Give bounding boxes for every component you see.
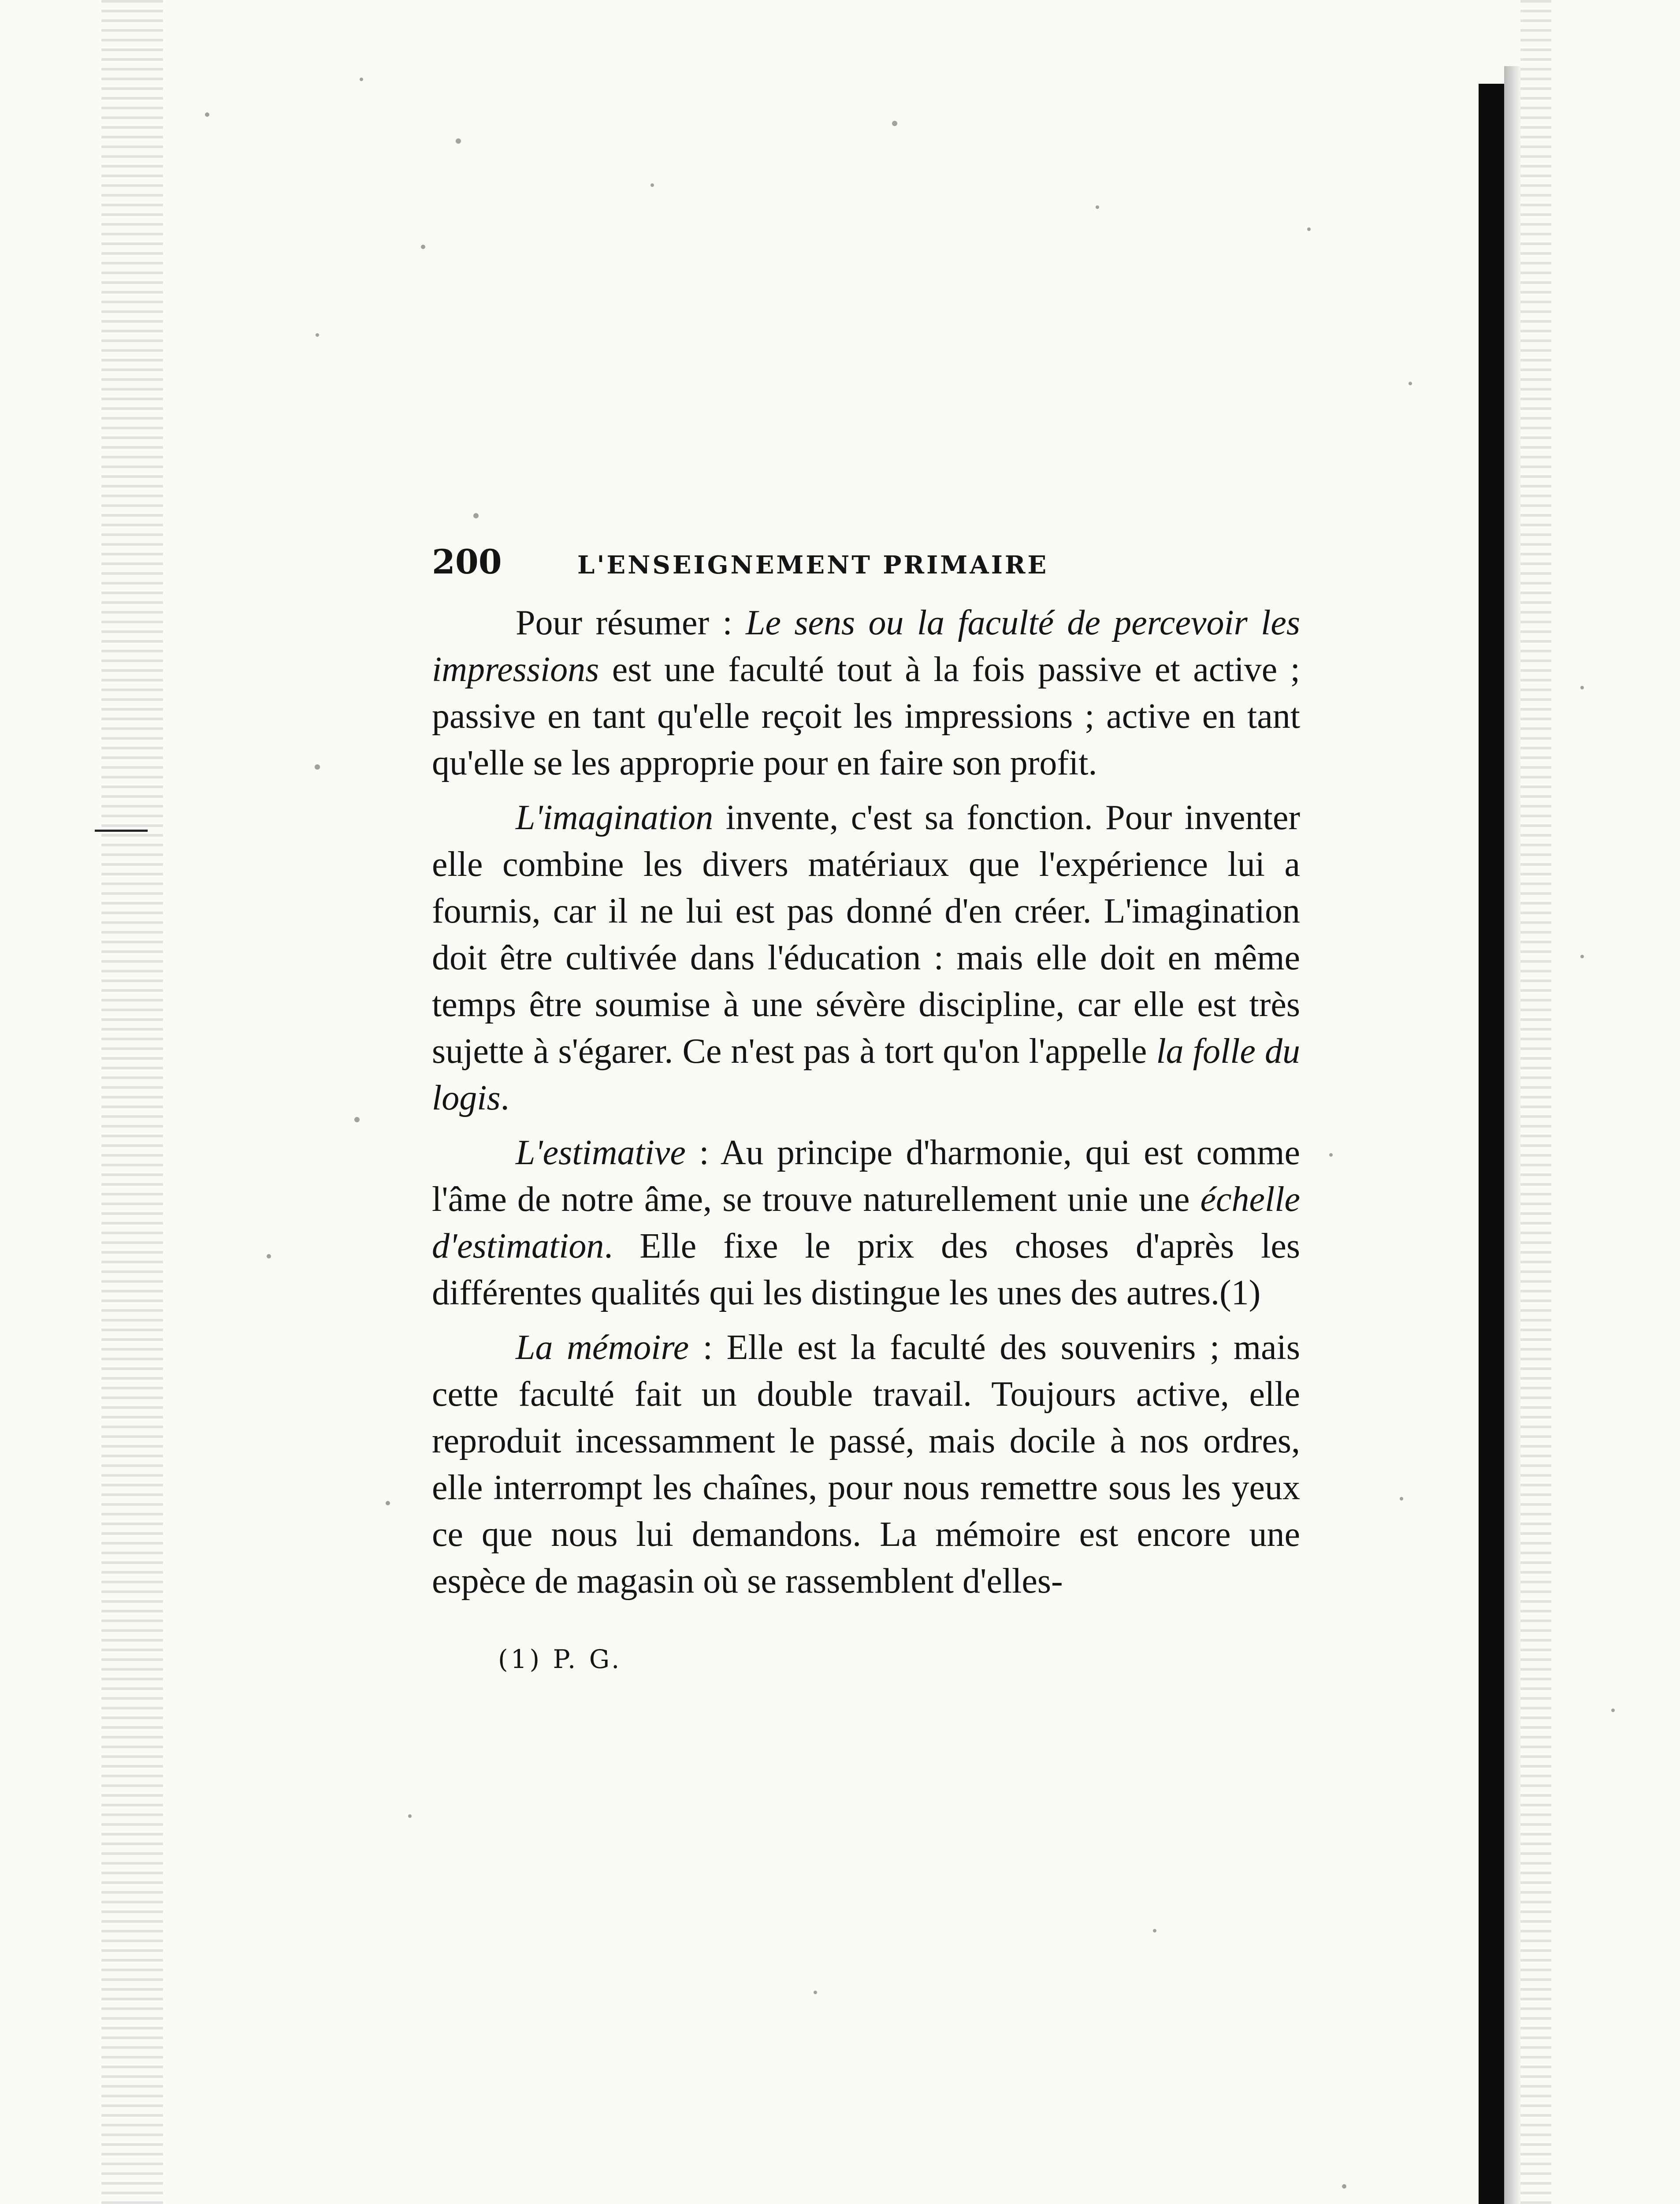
margin-tick-mark: [95, 830, 148, 832]
text-segment: .: [500, 1079, 509, 1117]
binding-shadow: [1504, 66, 1522, 2204]
text-segment: : Au principe d'harmonie, qui est comme l'âme de notre âme, se trouve naturellement unie une: [432, 1133, 1300, 1219]
italic-segment: La mémoire: [516, 1328, 689, 1367]
scan-right-edge-noise: [1520, 0, 1551, 2204]
italic-segment: la folle du logis: [432, 1032, 1300, 1117]
italic-segment: échelle d'estimation: [432, 1180, 1300, 1266]
running-head: L'ENSEIGNEMENT PRIMAIRE: [577, 551, 1049, 580]
italic-segment: L'imagination: [516, 798, 714, 837]
body-text: [432, 599, 1300, 1605]
italic-segment: Le sens ou la faculté de percevoir les impressions: [432, 603, 1301, 689]
text-segment: . Elle fixe le prix des choses d'après les différentes qualités qui les distingue les unes des autres.(1): [432, 1227, 1300, 1312]
book-page: [432, 542, 1300, 1953]
footnote: (1) P. G.: [498, 1644, 622, 1674]
paragraph-imagination: [432, 794, 1300, 1121]
text-segment: invente, c'est sa fonction. Pour inventer elle combine les divers matériaux que l'expérience lui a fournis, car il ne lui est pas donné d'en créer. L'imagination doit être cultivée dans l'éducation : mais elle doit en même temps être soumise à une sévère discipline, car elle est très sujette à s'égarer. Ce n'est pas à tort qu'on l'appelle: [432, 798, 1300, 1071]
paragraph-estimative: [432, 1129, 1300, 1316]
page-number: 200: [432, 542, 502, 581]
page-header: [432, 542, 1300, 582]
paragraph-memoire: [432, 1324, 1300, 1605]
book-binding-edge: [1479, 84, 1504, 2204]
italic-segment: L'estimative: [516, 1133, 686, 1172]
text-segment: est une faculté tout à la fois passive et active ; passive en tant qu'elle reçoit les impressions ; active en tant qu'elle se les approprie pour en faire son profit.: [432, 650, 1300, 782]
paragraph-summary: [432, 599, 1300, 786]
text-segment: : Elle est la faculté des souvenirs ; mais cette faculté fait un double travail. Toujours active, elle reproduit incessamment le passé, mais docile à nos ordres, elle interrompt les chaînes, pour nous remettre sous les yeux ce que nous lui demandons. La mémoire est encore une espèce de magasin où se rassemblent d'elles-: [432, 1328, 1301, 1601]
text-segment: Pour résumer :: [516, 603, 746, 642]
scan-left-edge-noise: [101, 0, 163, 2204]
